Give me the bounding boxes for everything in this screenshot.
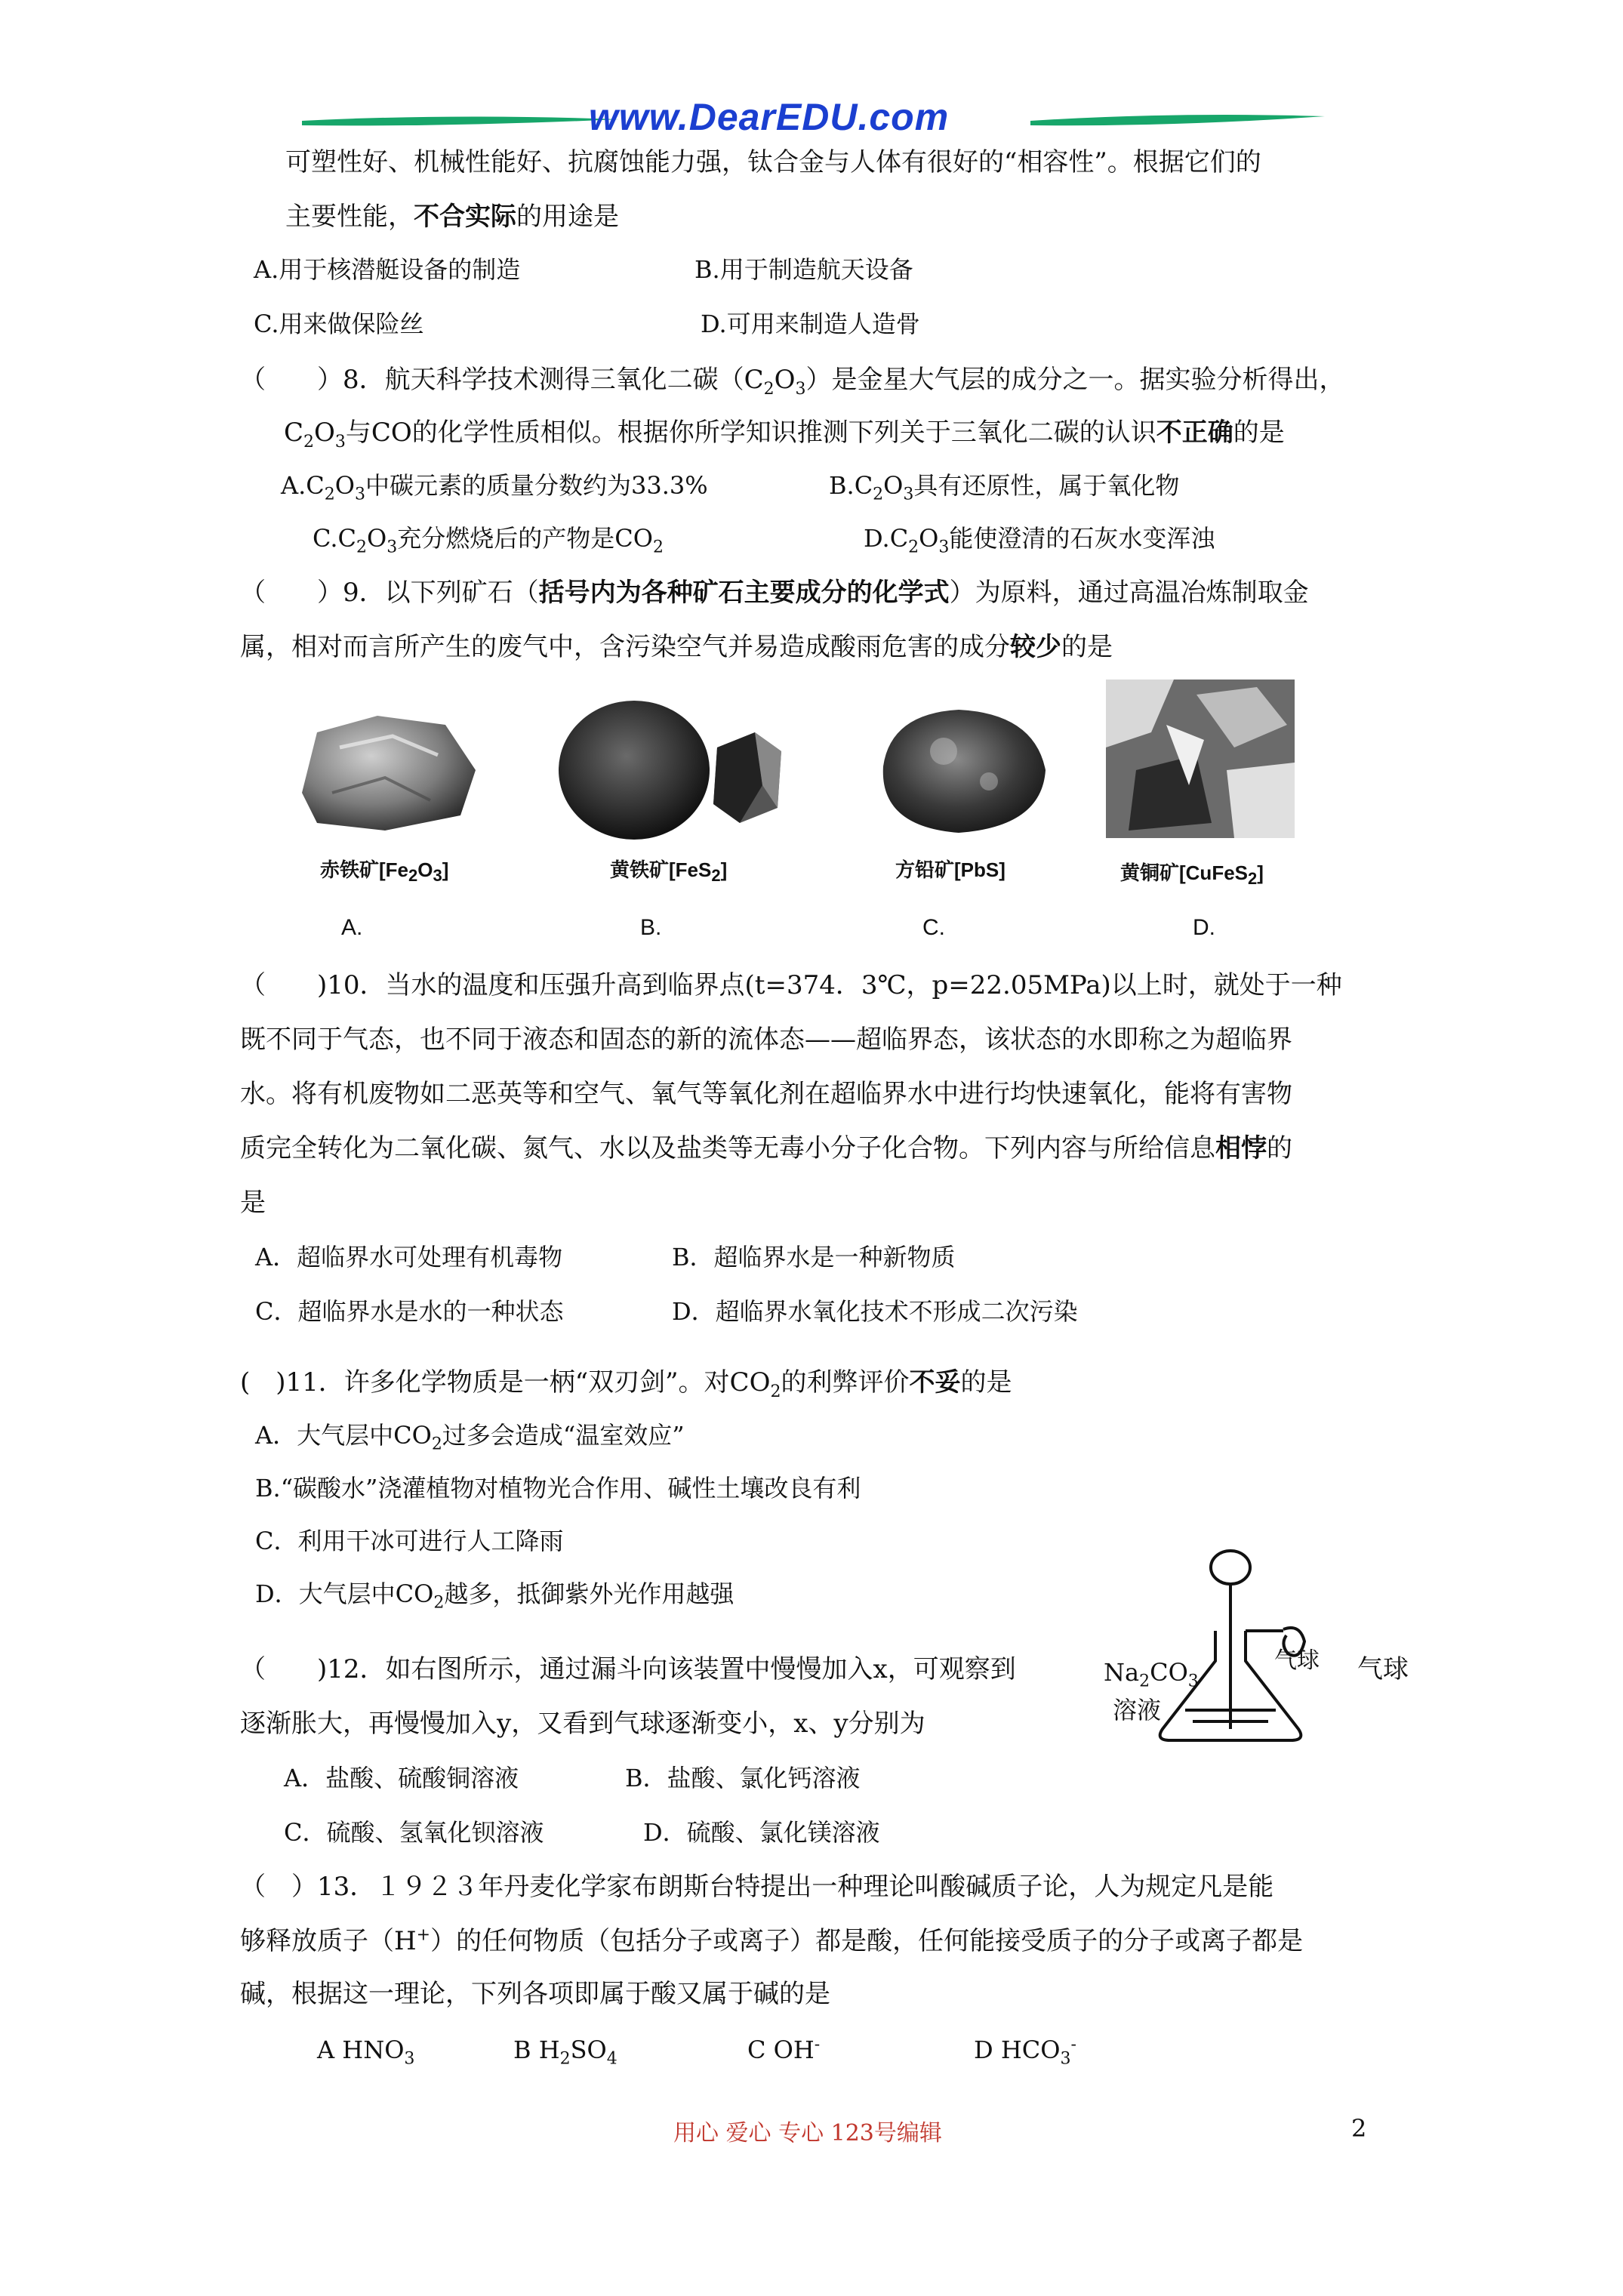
- header-swoosh-left: [302, 112, 619, 134]
- footer-text: 用心 爱心 专心 123号编辑: [673, 2120, 942, 2147]
- intro-line-1: 可塑性好、机械性能好、抗腐蚀能力强，钛合金与人体有很好的“相容性”。根据它们的: [285, 147, 1261, 177]
- figure-label-solution: 溶液: [1113, 1696, 1162, 1724]
- q12-line-1: （ )12．如右图所示，通过漏斗向该装置中慢慢加入x，可观察到: [240, 1654, 1016, 1684]
- q8-line-1: （ ）8．航天科学技术测得三氧化二碳$(C_2O_3)$是金星大气层的成分之一。据实验分析得出，: [240, 365, 1345, 399]
- q11-option-b: B.“碳酸水”浇灌植物对植物光合作用、碱性土壤改良有利: [255, 1474, 861, 1502]
- header-swoosh-right: [1030, 110, 1325, 133]
- q12-option-d: D．硫酸、氯化镁溶液: [643, 1818, 880, 1847]
- q11-line-1: ( )11．许多化学物质是一柄“双刃剑”。对$CO_2$的利弊评价不妥的是: [240, 1367, 1012, 1401]
- q10-option-a: A．超临界水可处理有机毒物: [255, 1243, 563, 1271]
- q9-option-a: A.: [341, 915, 363, 940]
- q7-option-d: D.可用来制造人造骨: [701, 310, 920, 338]
- q11-option-c: C．利用干冰可进行人工降雨: [255, 1527, 564, 1555]
- q12-line-2: 逐渐胀大，再慢慢加入y，又看到气球逐渐变小，x、y分别为: [240, 1709, 925, 1739]
- galena-photo: [861, 698, 1057, 842]
- q10-line-1: （ )10．当水的温度和压强升高到临界点(t=374．3℃，p=22.05MPa)以上时，就处于一种: [240, 970, 1342, 1000]
- q8-option-c: $C.C_2O_3$充分燃烧后的产物是$CO_2$: [313, 524, 664, 557]
- q13-line-2: 够释放质子（H+）的任何物质（包括分子或离子）都是酸，任何能接受质子的分子或离子都是: [240, 1925, 1304, 1956]
- q10-option-c: C．超临界水是水的一种状态: [255, 1297, 564, 1326]
- site-logo[interactable]: www.DearEDU.com: [589, 96, 950, 138]
- q9-option-c: C.: [922, 915, 945, 940]
- q12-option-c: C．硫酸、氢氧化钡溶液: [284, 1818, 544, 1847]
- q10-line-2: 既不同于气态，也不同于液态和固态的新的流体态——超临界态，该状态的水即称之为超临界: [240, 1025, 1292, 1055]
- q10-line-5: 是: [240, 1188, 266, 1218]
- q7-option-a: A.用于核潜艇设备的制造: [254, 255, 521, 284]
- q7-option-c: C.用来做保险丝: [254, 310, 424, 338]
- q8-option-a: $A.C_2O_3$中碳元素的质量分数约为33.3%: [281, 471, 708, 504]
- q13-line-3: 碱，根据这一理论，下列各项即属于酸又属于碱的是: [240, 1979, 830, 2009]
- q7-option-b: B.用于制造航天设备: [694, 255, 913, 284]
- q13-option-c: C OH-: [747, 2035, 821, 2064]
- q12-option-a: A．盐酸、硫酸铜溶液: [284, 1764, 519, 1792]
- mineral-label-c: 方铅矿[PbS]: [895, 858, 1006, 881]
- q9-option-b: B.: [640, 915, 662, 940]
- q8-option-b: $B.C_2O_3$具有还原性，属于氧化物: [829, 471, 1180, 504]
- q12-option-b: B．盐酸、氯化钙溶液: [625, 1764, 861, 1792]
- q10-line-3: 水。将有机废物如二恶英等和空气、氧气等氧化剂在超临界水中进行均快速氧化，能将有害物: [240, 1079, 1292, 1109]
- q10-line-4: 质完全转化为二氧化碳、氮气、水以及盐类等无毒小分子化合物。下列内容与所给信息相悖的: [240, 1133, 1292, 1163]
- q13-option-d: D $HCO_3^-$: [974, 2035, 1076, 2069]
- q11-option-a: A．大气层中$CO_2$过多会造成“温室效应”: [255, 1421, 685, 1454]
- q10-option-d: D．超临界水氧化技术不形成二次污染: [672, 1297, 1078, 1326]
- q10-option-b: B．超临界水是一种新物质: [672, 1243, 956, 1271]
- q8-line-2: $C_2O_3$与CO的化学性质相似。根据你所学知识推测下列关于三氧化二碳的认识不正确的是: [284, 418, 1285, 451]
- page-number: 2: [1351, 2114, 1367, 2143]
- intro-line-2: 主要性能，不合实际的用途是: [285, 202, 619, 232]
- mineral-label-d: 黄铜矿[CuFeS$_2$]: [1120, 861, 1264, 889]
- mineral-label-a: 赤铁矿$[Fe_2O_3]$: [320, 858, 449, 886]
- q9-line-1: （ ）9．以下列矿石（括号内为各种矿石主要成分的化学式）为原料，通过高温冶炼制取金: [240, 578, 1309, 608]
- q11-option-d: D．大气层中$CO_2$越多，抵御紫外光作用越强: [255, 1579, 735, 1613]
- figure-label-na2co3: $Na_2CO_3$: [1104, 1658, 1199, 1691]
- mineral-label-b: 黄铁矿[FeS$_2$]: [610, 858, 728, 886]
- q13-option-a: A $HNO_3$: [317, 2036, 415, 2069]
- chalcopyrite-photo: [1106, 680, 1295, 838]
- q9-line-2: 属，相对而言所产生的废气中，含污染空气并易造成酸雨危害的成分较少的是: [240, 632, 1113, 662]
- q9-option-d: D.: [1193, 915, 1215, 940]
- q13-option-b: B $H_2SO_4$: [513, 2036, 617, 2069]
- figure-label-balloon: 气球: [1274, 1647, 1320, 1674]
- pyrite-photo: [551, 695, 793, 846]
- hematite-photo: [287, 702, 483, 838]
- q8-option-d: $D.C_2O_3$能使澄清的石灰水变浑浊: [864, 524, 1215, 557]
- q13-line-1: （ ）13．１９２３年丹麦化学家布朗斯台特提出一种理论叫酸碱质子论，人为规定凡是能: [240, 1872, 1274, 1902]
- q12-line-1-end: 气球: [1357, 1654, 1409, 1684]
